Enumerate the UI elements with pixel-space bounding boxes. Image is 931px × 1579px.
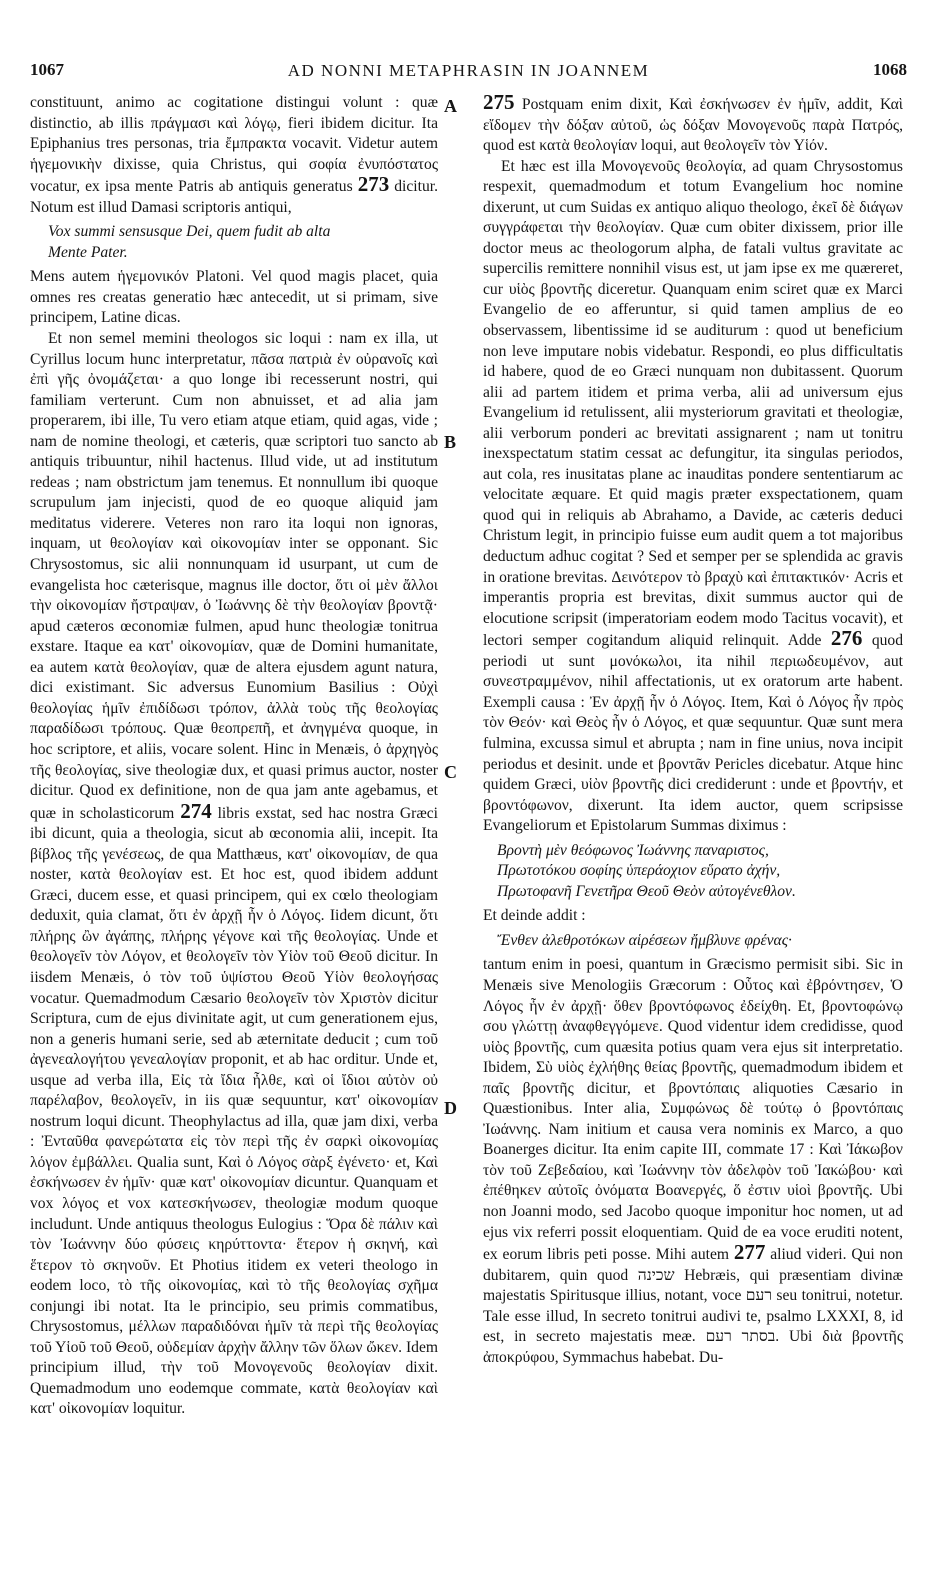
text-run: libris exstat, sed hac nostra Græci ibi dicunt, quia a theologia, sicut ab œconomia alii, incepit. Ita βίβλος τῆς γενέσεως, de qua Matthæus, κατ' οἰκονομίαν, de qua noster, κατὰ θεολογίαν est. Et hoc est, quod ibidem addunt Græci, ducem esse, et quasi principem, qui ex cœlo theologiam deduxit, quia clamat, ὅτι ἐν ἀρχῇ ἦν ὁ Λόγος. Iidem dicunt, ὅτι πλήρης ὢν ἀγάπης, πλήρης γέγονε καὶ τῆς θεολογίας. Unde et θεολογεῖν τὸν Λόγον, et θεολογεῖν τὸν Υἱὸν τοῦ Θεοῦ dicitur. In iisdem Menæis, ὁ τὸν τοῦ ὑψίστου Θεοῦ Υἱὸν θεολογήσας vocatur. Quemadmodum Cæsario θεολογεῖν τὸν Χριστὸν dicitur Scriptura, cum de ejus divinitate agit, ut cum generationem ejus, non a generis humani serie, sed ab æternitate deducit ; cum τοῦ ἀγενεαλογήτου γενεαλογίαν proponit, et ab hac orditur. Unde et, usque ad verba illa, Εἰς τὰ ἴδια ἦλθε, καὶ οἱ ἴδιοι αὐτὸν οὐ παρέλαβον, θεολογεῖν, in iis quæ sequuntur, κατ' οἰκονομίαν nostrum loqui dicunt. Theophylactus ad illa, quæ jam dixi, verba : Ἐνταῦθα φανερώτατα εἰς τὸν περὶ τῆς ἐν σαρκὶ οἰκονομίας λόγον ἐμβάλλει. Qualia sunt, Καὶ ὁ Λόγος σὰρξ ἐγένετο· et, Καὶ ἐσκήνωσεν ἐν ἡμῖν· quæ κατ' οἰκονομίαν dicuntur. Quanquam et vox λόγος et vox κατεσκήνωσεν, theologiæ modum quoque includunt. Unde antiquus theologus Eulogius : Ὅρα δὲ πάλιν καὶ τὸν Ἰωάννην δύο φύσεις κηρύττοντα· ἕτερον ἡ σκηνή, καὶ ἕτερον τὸ σκηνοῦν. Et Photius itidem ex veteri theologo in eodem loco, τὸ τῆς οἰκονομίας, καὶ τὸ τῆς θεολογίας σχῆμα conjungi ibi notat. Ita le principio, seu primis commatibus, Chrysostomus, μέλλων παραδιδόναι ἡμῖν τὰ περὶ τῆς θεολογίας τοῦ Υἱοῦ τοῦ Θεοῦ, οὐδεμίαν ἀρχὴν ἄλλην τῶν ὅλων ὤκεν. Idem principium illud, τὴν τοῦ Μονογενοῦς θεολογίαν dixit. Quemadmodum uno eodemque commate, κατὰ θεολογίαν καὶ κατ' οἰκονομίαν loquitur. (30, 804, 438, 1418)
right-paragraph-1 (483, 90, 903, 157)
margin-letter-b: B (444, 432, 457, 452)
text-run: Postquam enim dixit, Καὶ ἐσκήνωσεν ἐν ἡμῖν, addit, Καὶ εἴδομεν τὴν δόξαν αὐτοῦ, ὡς δόξαν Μονογενοῦς παρὰ Πατρός, quod est κατὰ θεολογίαν loqui, aut θεολογεῖν τὸν Υἱόν. (483, 96, 903, 155)
verse-line: Βροντὴ μὲν θεόφωνος Ἰωάννης παναριστος, (497, 841, 769, 859)
verse-line: Mente Pater. (48, 243, 128, 261)
greek-verse (497, 841, 903, 903)
text-run: aliud videri. Qui non dubitarem, quin quod שכינה Hebræis, qui præsentiam divinæ majestatis Spiritusque illius, notant, voce רעם seu tonitrui, notetur. Tale esse illud, In secreto tonitrui audivi te, psalmo LXXXI, 8, id est, in secreto majestatis meæ. בסתר רעם. Ubi διὰ βροντῆς ἀποκρύφου, Symmachus habebat. Du- (483, 1246, 904, 1366)
greek-verse-2 (497, 931, 903, 952)
running-header (30, 60, 907, 86)
margin-letter-a: A (444, 96, 457, 116)
text-run: tantum enim in poesi, quantum in Græcismo permisit sibi. Sic in Menæis sive Menologiis Græcorum : Οὗτος καὶ ἐβρόντησεν, Ὁ Λόγος ἦν ἐν ἀρχῇ· ὅθεν βροντόφωνος ἐδείχθη. Et, βροντοφώνῳ σου γλώττῃ ἀναφθεγγόμενε. Quod videntur idem credidisse, quod υἱὸς βροντῆς, cum quæsita potius quam vera ejus sit interpretatio. Ibidem, Σὺ υἱὸς ἐχλήθης θείας βροντῆς, quemadmodum ibidem et παῖς βροντῆς dicitur, et βροντόπαις aliquoties Cæsario in Quæstionibus. Inter alia, Συμφώνως δὲ τούτῳ ὁ βροντόπαις Ἰωάννης. Nam initium et causa vera nominis ex Marco, a quo Boanerges dicitur. Ita enim capite III, commate 17 : Καὶ Ἰάκωβον τὸν τοῦ Ζεβεδαίου, καὶ Ἰωάννην τὸν ἀδελφὸν τοῦ Ἰακώβου· καὶ ἐπέθηκεν αὐτοῖς ὀνόματα Βοανεργές, ὅ ἐστιν υἱοὶ βροντῆς. Ubi non Joanni modo, sed Jacobo quoque imponitur hoc nomen, ut ad ejus vix referri possit eloquentiam. Quid de ea voce eruditi notent, ex eorum libris peti posse. Mihi autem (483, 956, 903, 1264)
text-run: quod periodi ut sunt μονόκωλοι, ita nihil περιωδευμένον, aut συνεστραμμένον, nihil affectationis, ut ex oratorum arte habent. Exempli causa : Ἐν ἀρχῇ ἦν ὁ Λόγος. Item, Καὶ ὁ Λόγος ἦν πρὸς τὸν Θεόν· καὶ Θεὸς ἦν ὁ Λόγος, et quæ sequuntur. Quæ sunt mera fulmina, excussa simul et abrupta ; nam in fine unius, nova incipit periodus et desinit. unde et βροντᾶν Pericles dicebatur. Atque hinc quidem Græci, υἱὸν βροντῆς dici crediderunt : unde et βροντήν, et βροντόφωνον, dixerunt. Ita idem auctor, quem scripsisse Evangeliorum et Epistolarum Summas diximus : (483, 632, 904, 835)
margin-letter-c: C (444, 762, 457, 782)
damasus-verse (48, 222, 438, 263)
verse-line: Πρωτοτόκου σοφίης ὑπεράοχιον εὕρατο ἀχήν, (497, 862, 781, 880)
text-run: constituunt, animo ac cogitatione distingui volunt : quæ distinctio, ab illis πράγμασι καὶ λόγῳ, fieri ibidem dicitur. Ita Epiphanius tres personas, tria ἔμπρακτα vocavit. Videtur autem ἡγεμονικὴν dixisse, quia Christus, qui σοφία ἐνυπόστατος vocatur, ex ipsa mente Patris ab antiquis generatus (30, 94, 438, 196)
right-paragraph-2 (483, 157, 903, 837)
verse-line: Πρωτοφανῆ Γενετῆρα Θεοῦ Θεὸν αὐτογένεθλον. (497, 882, 796, 900)
right-paragraph-3 (483, 955, 903, 1368)
margin-letter-d: D (444, 1098, 457, 1118)
page-number-left: 1067 (30, 60, 64, 79)
left-paragraph-1 (30, 93, 438, 218)
left-paragraph-3 (30, 329, 438, 1420)
marginal-number: 273 (357, 172, 390, 197)
marginal-number: 276 (830, 626, 863, 651)
verse-line: Ἔνθεν ἀλεθροτόκων αἱρέσεων ἤμβλυνε φρένας· (497, 931, 792, 949)
page-number-right: 1068 (873, 60, 907, 79)
left-column (30, 93, 438, 1420)
marginal-number: 275 (483, 90, 515, 114)
text-run: Et hæc est illa Μονογενοῦς θεολογία, ad quam Chrysostomus respexit, quemadmodum et totum Evangelium hoc nomine dixerunt, ut cum Suidas ex antiquo aliquo theologo, ἐκεῖ δὲ διάγων συγγράφεται τὴν θεολογίαν. Quæ cum obiter dixissem, prior ille doctor meus ac theologorum alpha, de fatali vultus gravitate ac supercilis remittere nonnihil visus est, ut jam ipse ex me quæreret, cur υἱὸς βροντῆς diceretur. Quanquam enim sciret quæ ex Marci Evangelio de eo afferuntur, si quid tamen amplius de eo observassem, libentissime id se auditurum : quod ut beneficium non leve imputare nobis videbatur. Respondi, eo plus difficultatis id habere, quod de eo Græci nunquam non dubitassent. Quorum alii ad partem itidem et prima verba, alii ad universum ejus Evangelium id retulissent, alii mysteriorum gravitati et theologiæ, alii verborum ponderi ac brevitati assignarent ; nam ut tonitru inexspectatum statim cessat ac defungitur, ita singulas periodos, aut cola, res inusitatas plane ac inauditas pondere sententiarum ac velocitate æquare. Et quid magis præter exspectationem, quam quod qui in reliquis ab Abrahamo, a Davide, ac cæteris deduci Christum legit, in principio fuisse eum audit quem a tot majoribus deductum adhuc cogitat ? Sed et semper per se splendida ac gravis in oratione brevitas. Δεινότερον τὸ βραχὺ καὶ ἐπιτακτικόν· Acris et imperantis propria est brevitas, dixit summus auctor qui de elocutione scripsit (imperatoriam eodem modo Tacitus vocavit), et lectori semper cogitandum aliquid relinquit. Adde (483, 157, 903, 650)
left-paragraph-2: Mens autem ἡγεμονικόν Platoni. Vel quod magis placet, quia omnes res creatas generatio hæc antecedit, ut si primam, sive principem, Latine dicas. (30, 268, 438, 327)
text-run: dicitur. Notum est illud Damasi scriptoris antiqui, (30, 178, 438, 216)
marginal-number: 277 (733, 1240, 766, 1265)
running-title: AD NONNI METAPHRASIN IN JOANNEM (287, 61, 650, 80)
verse-line: Vox summi sensusque Dei, quem fudit ab alta (48, 223, 331, 241)
right-column (483, 90, 904, 1368)
text-run: Et non semel memini theologos sic loqui : nam ex illa, ut Cyrillus locum hunc interpretatur, πᾶσα πατριὰ ἐν οὐρανοῖς καὶ ἐπὶ γῆς ὀνομάζεται· a quo longe ibi recesserunt nostri, qui familiam verterunt. Cum non abnuisset, et ad alia jam properarem, ibi ille, Tu vero etiam atque etiam, quid agas, vide ; nam de nomine theologi, et cæteris, quæ scriptori tuo sancto ab antiquis tribuuntur, nihil hactenus. Illud vide, ut ad institutum redeas ; nam obstrictum jam tenemus. Et nonnullum ibi quoque scrupulum jam injecisti, quod de eo quoque aliquid jam meditatus viderere. Veteres non raro ita loqui non ignoras, inquam, ut θεολογίαν καὶ οἰκονομίαν inter se opponant. Sic Chrysostomus, sic alii nonnunquam id usurpant, ut cum de evangelista hoc cæterisque, magnus ille doctor, ὅτι οἱ μὲν ἄλλοι τὴν οἰκονομίαν ἤστραψαν, ὁ Ἰωάννης δὲ τὴν θεολογίαν βροντᾷ· apud cæteros œconomiæ fulmen, apud hunc theologiæ tonitrua exstare. Itaque ea κατ' οἰκονομίαν, quæ de Domini humanitate, ea autem κατὰ θεολογίαν, quæ de altera ejusdem agunt natura, dici existimant. Sic adversus Eunomium Basilius : Οὐχὶ θεολογίας ἡμῖν ἐπιδίδωσι τρόπον, ἀλλὰ τοὺς τῆς θεολογίας παραδίδωσι τρόπους. Quæ θεοπρεπῆ, et ἀνηγμένα quoque, in hoc scriptore, et aliis, vocare solent. Hinc in Menæis, ὁ ἀρχηγὸς τῆς θεολογίας, sive theologiæ dux, et quasi primus auctor, noster dicitur. Quod ex definitione, non de qua jam ante agebamus, et quæ in scholasticorum (30, 330, 438, 822)
marginal-number: 274 (180, 798, 212, 823)
right-addit-line: Et deinde addit : (483, 907, 586, 925)
